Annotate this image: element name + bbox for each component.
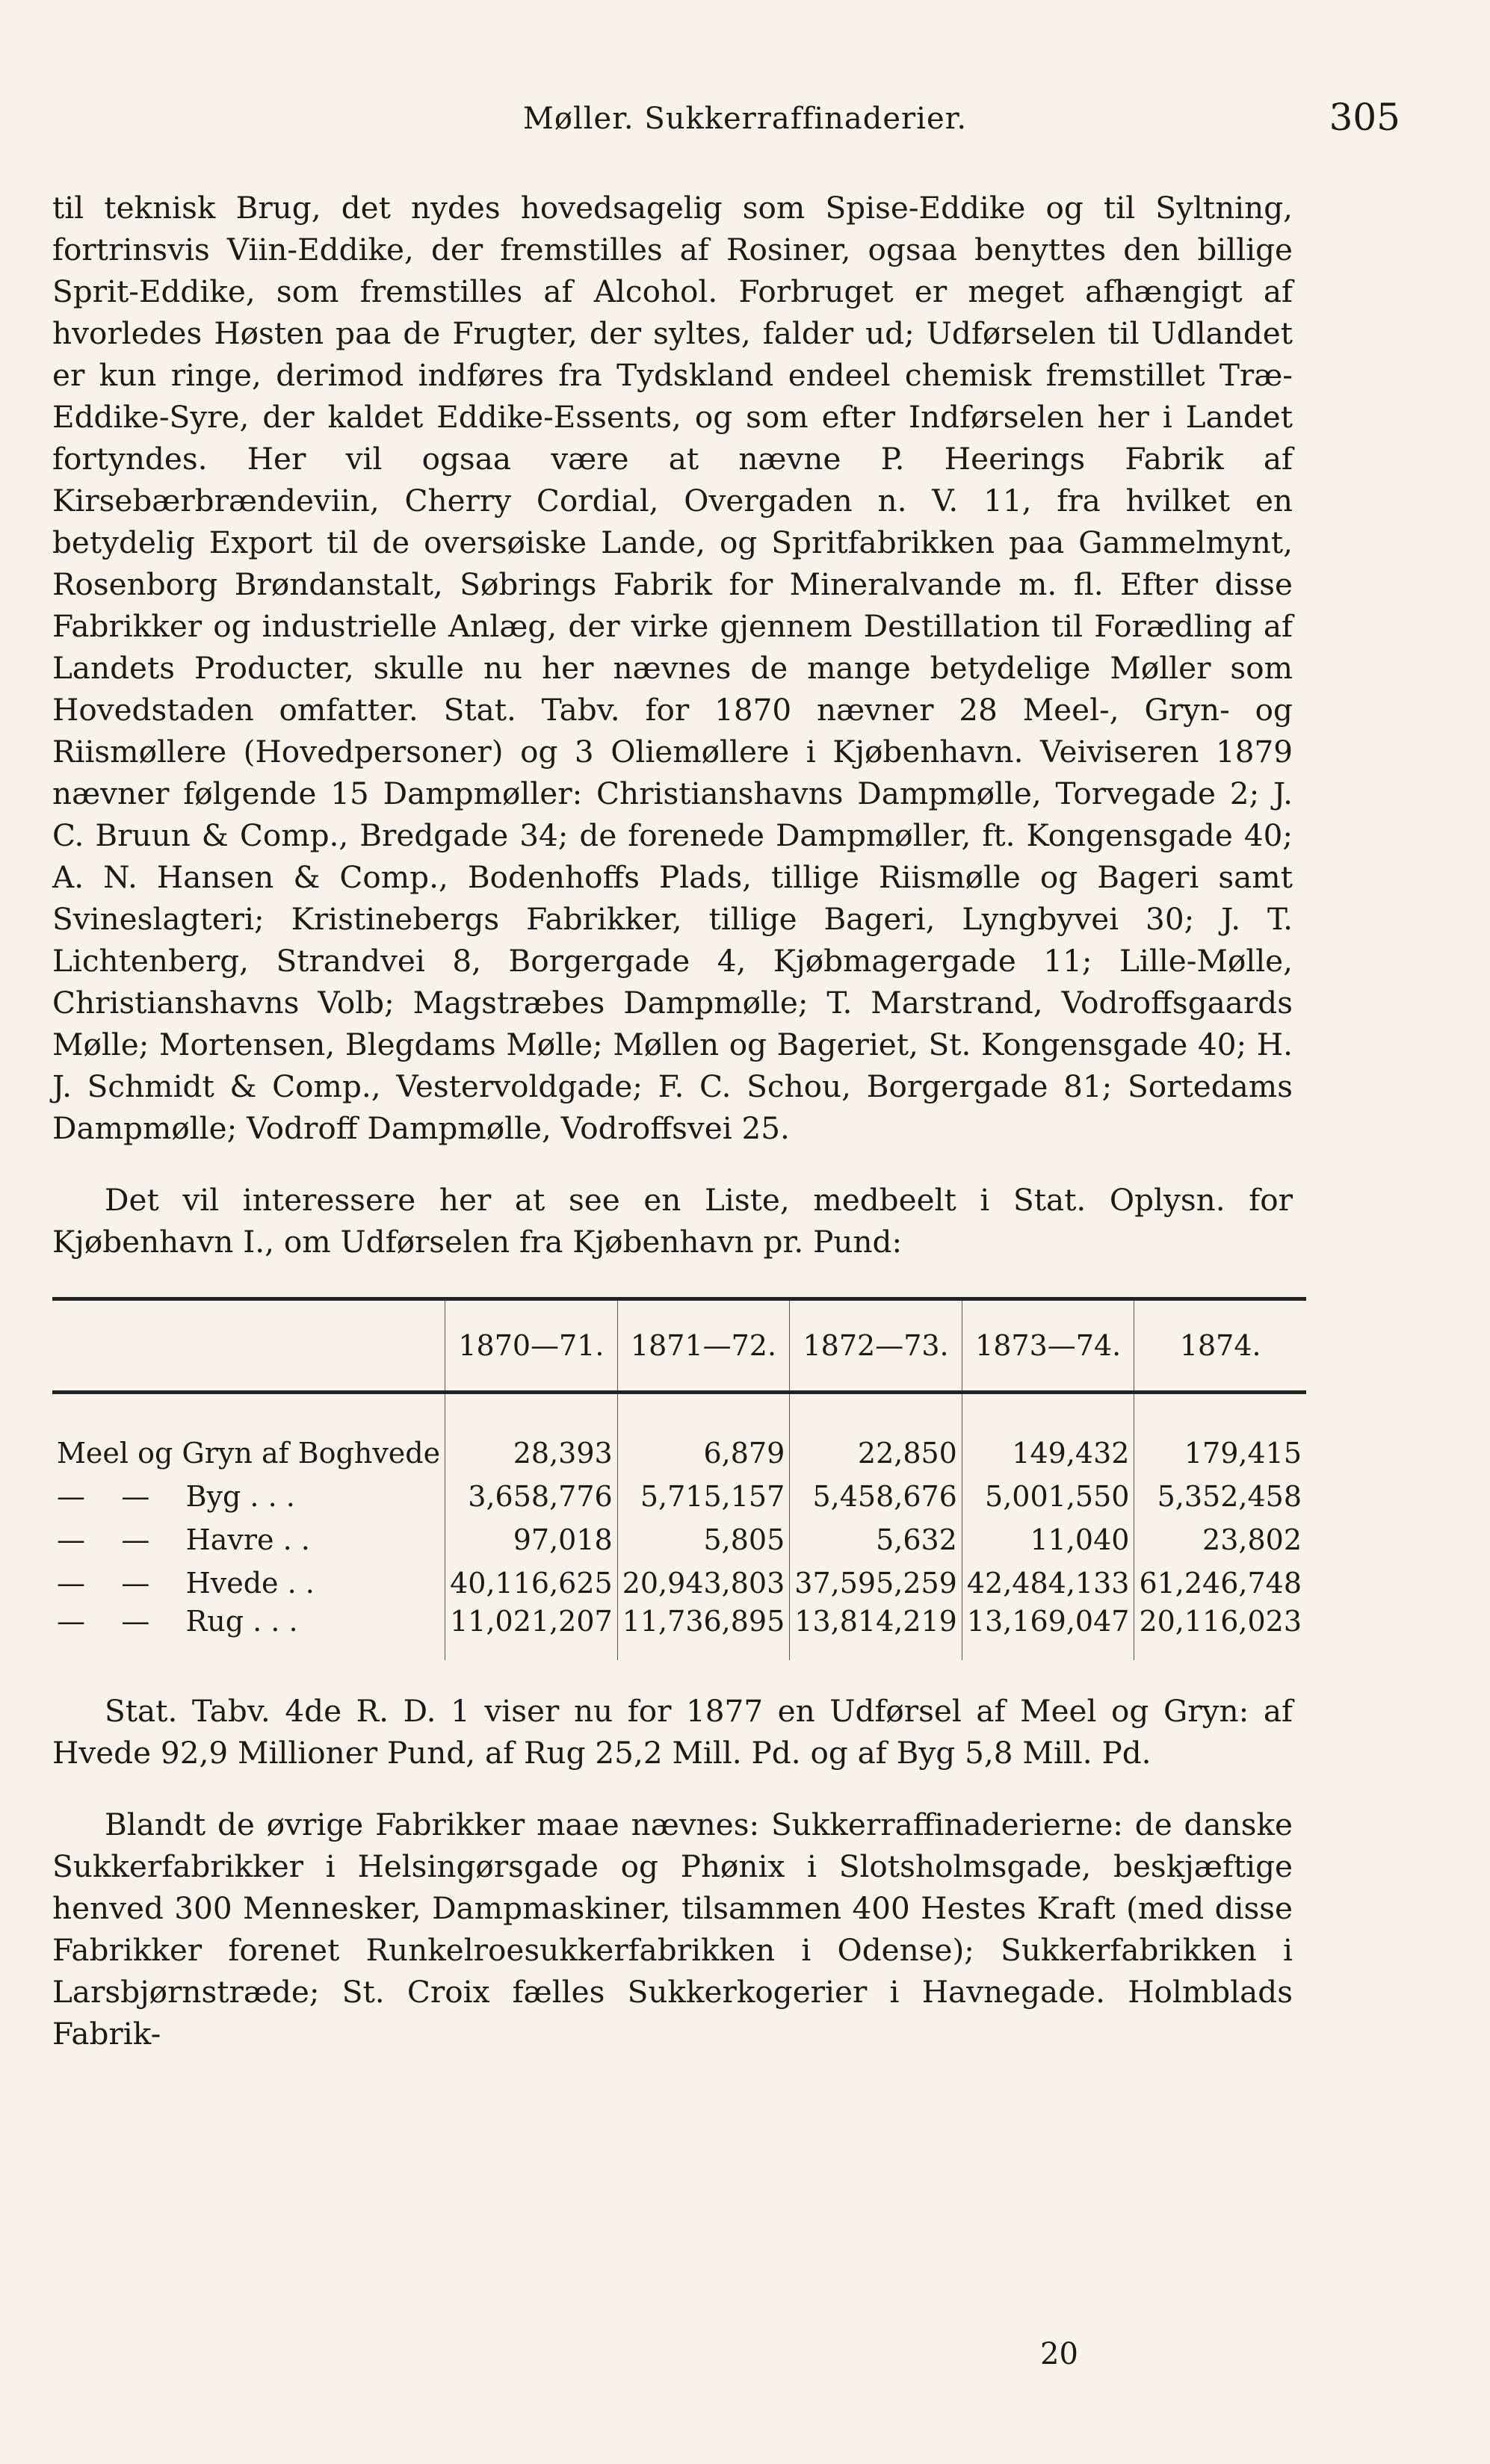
signature-mark: 20 bbox=[1040, 2337, 1078, 2371]
table-cell: 97,018 bbox=[445, 1518, 618, 1561]
row-label: — — Havre . . bbox=[57, 1523, 310, 1556]
table-row bbox=[52, 1518, 1306, 1561]
table-cell: 28,393 bbox=[445, 1393, 618, 1476]
table-row bbox=[52, 1561, 1306, 1605]
export-table bbox=[52, 1297, 1306, 1660]
table-cell: 20,116,023 bbox=[1134, 1605, 1306, 1660]
paragraph-mills: til teknisk Brug, det nydes hovedsagelig som Spise-Eddike og til Syltning, fortrinsvis Viin-Eddike, der fremstilles af Rosiner, ogsaa benyttes den billige Sprit-Eddike, som fremstilles af Alcohol. Forbruget er meget afhængigt af hvorledes Høsten paa de Frugter, der syltes, falder ud; Udførselen til Udlandet er kun ringe, derimod indføres fra Tydskland endeel chemisk fremstillet Træ-Eddike-Syre, der kaldet Eddike-Essents, og som efter Indførselen her i Landet fortyndes. Her vil ogsaa være at nævne P. Heerings Fabrik af Kirsebærbrændeviin, Cherry Cordial, Overgaden n. V. 11, fra hvilket en betydelig Export til de oversøiske Lande, og Spritfabrikken paa Gammelmynt, Rosenborg Brøndanstalt, Søbrings Fabrik for Mineralvande m. fl. Efter disse Fabrikker og industrielle Anlæg, der virke gjennem Destillation til Forædling af Landets Producter, skulle nu her nævnes de mange betydelige Møller som Hovedstaden omfatter. Stat. Tabv. for 1870 nævner 28 Meel-, Gryn- og Riismøllere (Hovedpersoner) og 3 Oliemøllere i Kjøbenhavn. Veiviseren 1879 nævner følgende 15 Dampmøller: Christianshavns Dampmølle, Torvegade 2; J. C. Bruun & Comp., Bredgade 34; de forenede Dampmøller, ft. Kongensgade 40; A. N. Hansen & Comp., Bodenhoffs Plads, tillige Riismølle og Bageri samt Svineslagteri; Kristinebergs Fabrikker, tillige Bageri, Lyngbyvei 30; J. T. Lichtenberg, Strandvei 8, Borgergade 4, Kjøbmagergade 11; Lille-Mølle, Christianshavns Volb; Magstræbes Dampmølle; T. Marstrand, Vodroffsgaards Mølle; Mortensen, Blegdams Mølle; Møllen og Bageriet, St. Kongensgade 40; H. J. Schmidt & Comp., Vestervoldgade; F. C. Schou, Borgergade 81; Sortedams Dampmølle; Vodroff Dampmølle, Vodroffsvei 25. bbox=[52, 190, 1293, 1146]
table-row bbox=[52, 1393, 1306, 1476]
table-cell: 179,415 bbox=[1134, 1393, 1306, 1476]
row-label: — — Rug . . . bbox=[57, 1605, 298, 1638]
table-cell: 3,658,776 bbox=[445, 1475, 618, 1518]
row-label: Meel og Gryn af Boghvede bbox=[57, 1437, 441, 1470]
table-header-year: 1873—74. bbox=[962, 1299, 1134, 1393]
table-row bbox=[52, 1605, 1306, 1660]
table-cell: 149,432 bbox=[962, 1393, 1134, 1476]
table-cell: 22,850 bbox=[790, 1393, 962, 1476]
paragraph-export-1877: Stat. Tabv. 4de R. D. 1 viser nu for 1877 en Udførsel af Meel og Gryn: af Hvede 92,9 Millioner Pund, af Rug 25,2 Mill. Pd. og af Byg 5,8 Mill. Pd. bbox=[52, 1693, 1293, 1771]
table-cell: 40,116,625 bbox=[445, 1561, 618, 1605]
table-cell: 5,458,676 bbox=[790, 1475, 962, 1518]
table-cell: 11,736,895 bbox=[617, 1605, 790, 1660]
table-cell: 13,814,219 bbox=[790, 1605, 962, 1660]
table-cell: 11,040 bbox=[962, 1518, 1134, 1561]
row-label: — — Hvede . . bbox=[57, 1567, 315, 1600]
running-title: Møller. Sukkerraffinaderier. bbox=[522, 102, 968, 136]
table-cell: 5,632 bbox=[790, 1518, 962, 1561]
page-number: 305 bbox=[1329, 96, 1400, 139]
table-header-year: 1872—73. bbox=[790, 1299, 962, 1393]
table-cell: 13,169,047 bbox=[962, 1605, 1134, 1660]
page-body bbox=[52, 187, 1302, 2055]
table-cell: 11,021,207 bbox=[445, 1605, 618, 1660]
table-row bbox=[52, 1475, 1306, 1518]
table-cell: 23,802 bbox=[1134, 1518, 1306, 1561]
table-cell: 37,595,259 bbox=[790, 1561, 962, 1605]
table-header-row bbox=[52, 1299, 1306, 1393]
paragraph-sugar-refineries: Blandt de øvrige Fabrikker maae nævnes: Sukkerraffinaderierne: de danske Sukkerfabrikker i Helsingørsgade og Phønix i Slotsholmsgade, beskjæftige henved 300 Mennesker, Dampmaskiner, tilsammen 400 Hestes Kraft (med disse Fabrikker forenet Runkelroesukkerfabrikken i Odense); Sukkerfabrikken i Larsbjørnstræde; St. Croix fælles Sukkerkogerier i Havnegade. Holmblads Fabrik- bbox=[52, 1807, 1293, 2052]
table-cell: 5,715,157 bbox=[617, 1475, 790, 1518]
table-header-year: 1870—71. bbox=[445, 1299, 618, 1393]
table-cell: 20,943,803 bbox=[617, 1561, 790, 1605]
table-cell: 5,352,458 bbox=[1134, 1475, 1306, 1518]
table-cell: 42,484,133 bbox=[962, 1561, 1134, 1605]
running-head bbox=[0, 96, 1490, 148]
table-cell: 5,001,550 bbox=[962, 1475, 1134, 1518]
table-cell: 5,805 bbox=[617, 1518, 790, 1561]
export-table-wrap bbox=[52, 1297, 1302, 1660]
table-cell: 6,879 bbox=[617, 1393, 790, 1476]
table-header-year: 1874. bbox=[1134, 1299, 1306, 1393]
table-cell: 61,246,748 bbox=[1134, 1561, 1306, 1605]
paragraph-list-intro: Det vil interessere her at see en Liste, medbeelt i Stat. Oplysn. for Kjøbenhavn I., om Udførselen fra Kjøbenhavn pr. Pund: bbox=[52, 1182, 1293, 1260]
table-header-year: 1871—72. bbox=[617, 1299, 790, 1393]
table-header-corner bbox=[52, 1299, 445, 1393]
row-label: — — Byg . . . bbox=[57, 1480, 295, 1513]
